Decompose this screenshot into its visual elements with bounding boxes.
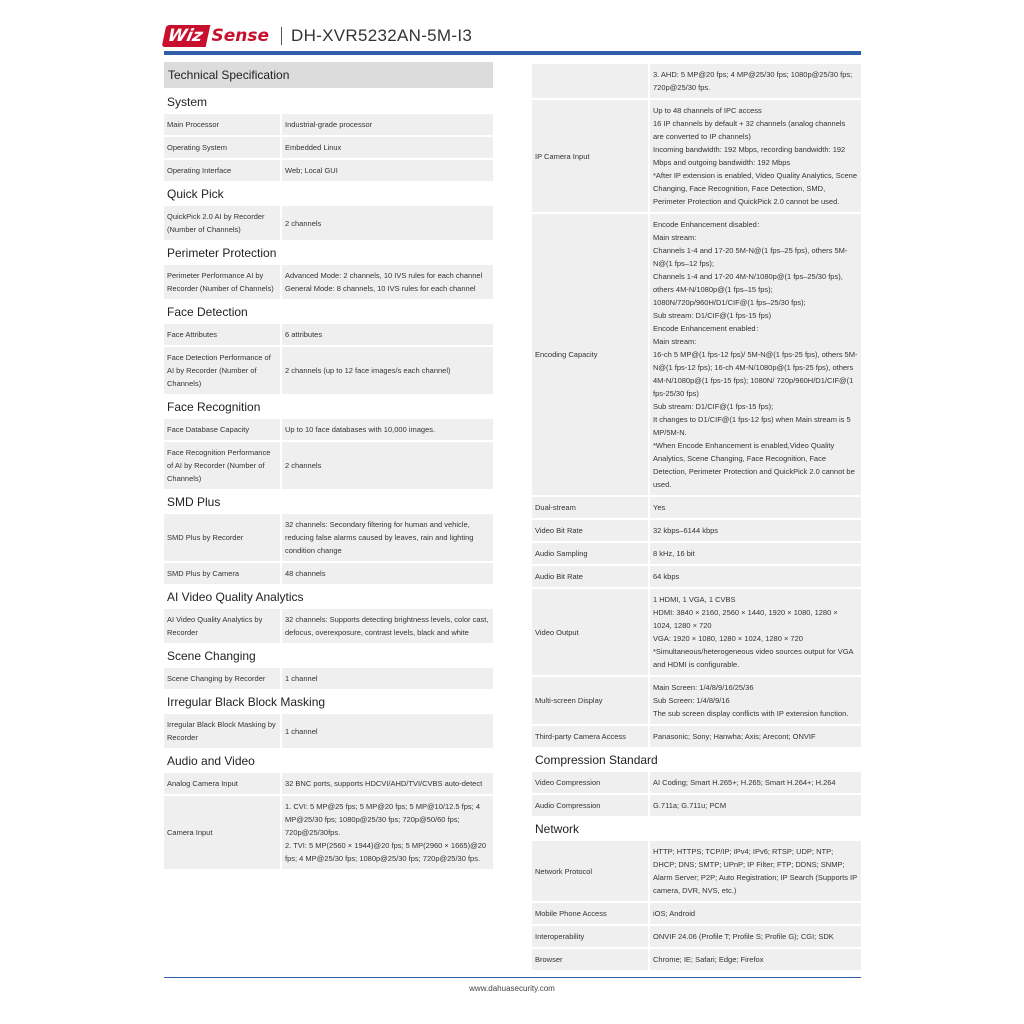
spec-value: Industrial-grade processor — [280, 114, 493, 135]
spec-value: 32 BNC ports, supports HDCVI/AHD/TVI/CVBS auto-detect — [280, 773, 493, 794]
spec-key: Network Protocol — [532, 841, 648, 901]
section-heading: System — [167, 95, 208, 109]
spec-key: Audio Compression — [532, 795, 648, 816]
spec-key: QuickPick 2.0 AI by Recorder (Number of Channels) — [164, 206, 280, 240]
spec-key: IP Camera Input — [532, 100, 648, 212]
spec-table — [164, 771, 493, 871]
spec-row — [532, 841, 861, 901]
spec-key: SMD Plus by Recorder — [164, 514, 280, 561]
header-divider — [281, 27, 282, 45]
section-heading: AI Video Quality Analytics — [167, 590, 304, 604]
spec-row — [532, 214, 861, 495]
spec-key — [532, 64, 648, 98]
page-header — [164, 22, 472, 50]
spec-key: Video Compression — [532, 772, 648, 793]
spec-value: 3. AHD: 5 MP@20 fps; 4 MP@25/30 fps; 1080p@25/30 fps; 720p@25/30 fps. — [648, 64, 861, 98]
spec-row — [164, 796, 493, 869]
spec-value: Up to 10 face databases with 10,000 images. — [280, 419, 493, 440]
spec-row — [164, 714, 493, 748]
spec-title: Technical Specification — [164, 62, 493, 88]
spec-key: Interoperability — [532, 926, 648, 947]
spec-row — [532, 589, 861, 675]
spec-key: Perimeter Performance AI by Recorder (Number of Channels) — [164, 265, 280, 299]
spec-key: AI Video Quality Analytics by Recorder — [164, 609, 280, 643]
spec-value: 64 kbps — [648, 566, 861, 587]
spec-value: AI Coding; Smart H.265+; H.265; Smart H.264+; H.264 — [648, 772, 861, 793]
spec-value: 32 kbps–6144 kbps — [648, 520, 861, 541]
spec-value: 1. CVI: 5 MP@25 fps; 5 MP@20 fps; 5 MP@10/12.5 fps; 4 MP@25/30 fps; 1080p@25/30 fps; 720p@50/60 fps; 720p@25/30fps. 2. TVI: 5 MP(2560 × 1944)@20 fps; 5 MP(2960 × 1665)@20 fps; 4 MP@25/30 fps; 1080p@25/30 fps; 720p@25/30 fps. — [280, 796, 493, 869]
spec-row — [164, 324, 493, 345]
spec-row — [532, 726, 861, 747]
spec-row — [532, 100, 861, 212]
spec-value: 6 attributes — [280, 324, 493, 345]
spec-key: Scene Changing by Recorder — [164, 668, 280, 689]
footer-rule — [164, 977, 861, 978]
spec-key: Irregular Black Block Masking by Recorder — [164, 714, 280, 748]
spec-value: Encode Enhancement disabled： Main stream: Channels 1-4 and 17-20 5M-N@(1 fps–25 fps), others 5M-N@(1 fps–12 fps); Channels 1-4 and 17-20 4M-N/1080p@(1 fps–25/30 fps), others 4M-N/1080p@(1 fps–15 fps); 1080N/720p/960H/D1/CIF@(1 fps–25/30 fps); Sub stream: D1/CIF@(1 fps-15 fps) Encode Enhancement enabled： Main stream: 16-ch 5 MP@(1 fps-12 fps)/ 5M-N@(1 fps-25 fps), others 5M-N@(1 fps-12 fps); 16-ch 4M-N/1080p@(1 fps-25 fps), others 4M-N/1080p@(1 fps-15 fps); 1080N/ 720p/960H/D1/CIF@(1 fps-25/30 fps) Sub stream: D1/CIF@(1 fps-15 fps); It changes to D1/CIF@(1 fps-12 fps) when Main stream is 5 MP/5M-N. *When Encode Enhancement is enabled,Video Quality Analytics, Scene Changing, Face Recognition, Face Detection, Perimeter Protection and QuickPick 2.0 cannot be used. — [648, 214, 861, 495]
spec-key: Multi-screen Display — [532, 677, 648, 724]
spec-value: 1 HDMI, 1 VGA, 1 CVBS HDMI: 3840 × 2160, 2560 × 1440, 1920 × 1080, 1280 × 1024, 1280 × 720 VGA: 1920 × 1080, 1280 × 1024, 1280 × 720 *Simultaneous/heterogeneous video sources output for VGA and HDMI is configurable. — [648, 589, 861, 675]
logo-wiz-text: Wiz — [162, 25, 211, 47]
spec-row — [164, 114, 493, 135]
spec-table — [532, 62, 861, 749]
spec-table — [164, 512, 493, 586]
spec-key: Dual-stream — [532, 497, 648, 518]
section-heading: Compression Standard — [535, 753, 658, 767]
spec-key: SMD Plus by Camera — [164, 563, 280, 584]
spec-table — [164, 263, 493, 301]
spec-value: Yes — [648, 497, 861, 518]
spec-table — [164, 607, 493, 645]
spec-value: 2 channels (up to 12 face images/s each channel) — [280, 347, 493, 394]
spec-table — [164, 417, 493, 491]
section-heading: Scene Changing — [167, 649, 256, 663]
spec-key: Face Attributes — [164, 324, 280, 345]
spec-row — [532, 677, 861, 724]
spec-table — [164, 666, 493, 691]
spec-value: 1 channel — [280, 668, 493, 689]
spec-table — [164, 112, 493, 183]
section-heading: Perimeter Protection — [167, 246, 277, 260]
spec-row — [532, 497, 861, 518]
section-heading: Quick Pick — [167, 187, 224, 201]
spec-row — [164, 668, 493, 689]
header-rule — [164, 51, 861, 55]
spec-row — [164, 206, 493, 240]
spec-row — [164, 265, 493, 299]
spec-key: Browser — [532, 949, 648, 970]
spec-row — [164, 160, 493, 181]
spec-key: Encoding Capacity — [532, 214, 648, 495]
spec-row — [532, 772, 861, 793]
logo-sense-text: Sense — [211, 26, 270, 46]
spec-key: Operating Interface — [164, 160, 280, 181]
spec-value: Chrome; IE; Safari; Edge; Firefox — [648, 949, 861, 970]
spec-key: Face Recognition Performance of AI by Recorder (Number of Channels) — [164, 442, 280, 489]
spec-value: 2 channels — [280, 206, 493, 240]
right-column — [532, 62, 861, 972]
left-column — [164, 62, 493, 871]
spec-value: Main Screen: 1/4/8/9/16/25/36 Sub Screen: 1/4/8/9/16 The sub screen display conflicts with IP extension function. — [648, 677, 861, 724]
spec-key: Third-party Camera Access — [532, 726, 648, 747]
spec-row — [164, 609, 493, 643]
spec-row — [164, 773, 493, 794]
spec-key: Audio Bit Rate — [532, 566, 648, 587]
spec-key: Analog Camera Input — [164, 773, 280, 794]
spec-row — [164, 347, 493, 394]
spec-table — [532, 839, 861, 972]
spec-row — [532, 903, 861, 924]
spec-key: Main Processor — [164, 114, 280, 135]
spec-value: 2 channels — [280, 442, 493, 489]
spec-value: Web; Local GUI — [280, 160, 493, 181]
spec-value: 8 kHz, 16 bit — [648, 543, 861, 564]
spec-row — [532, 795, 861, 816]
section-heading: Audio and Video — [167, 754, 255, 768]
section-heading: SMD Plus — [167, 495, 221, 509]
spec-value: 1 channel — [280, 714, 493, 748]
spec-value: iOS; Android — [648, 903, 861, 924]
section-heading: Face Detection — [167, 305, 248, 319]
spec-key: Mobile Phone Access — [532, 903, 648, 924]
spec-value: ONVIF 24.06 (Profile T; Profile S; Profile G); CGI; SDK — [648, 926, 861, 947]
spec-row — [164, 563, 493, 584]
spec-row — [164, 137, 493, 158]
spec-value: 32 channels: Secondary filtering for human and vehicle, reducing false alarms caused by leaves, rain and lighting condition change — [280, 514, 493, 561]
spec-table — [164, 712, 493, 750]
section-heading: Network — [535, 822, 580, 836]
spec-key: Operating System — [164, 137, 280, 158]
spec-row — [164, 442, 493, 489]
spec-row — [532, 926, 861, 947]
spec-table — [164, 204, 493, 242]
spec-row — [532, 64, 861, 98]
spec-key: Face Detection Performance of AI by Recorder (Number of Channels) — [164, 347, 280, 394]
spec-table — [532, 770, 861, 818]
spec-value: Advanced Mode: 2 channels, 10 IVS rules for each channel General Mode: 8 channels, 10 IVS rules for each channel — [280, 265, 493, 299]
spec-row — [532, 949, 861, 970]
spec-value: 32 channels: Supports detecting brightness levels, color cast, defocus, overexposure, contrast levels, black and white — [280, 609, 493, 643]
spec-value: Embedded Linux — [280, 137, 493, 158]
spec-table — [164, 322, 493, 396]
spec-key: Camera Input — [164, 796, 280, 869]
spec-row — [532, 566, 861, 587]
section-heading: Face Recognition — [167, 400, 261, 414]
spec-row — [532, 543, 861, 564]
spec-key: Audio Sampling — [532, 543, 648, 564]
spec-value: Panasonic; Sony; Hanwha; Axis; Arecont; ONVIF — [648, 726, 861, 747]
spec-value: HTTP; HTTPS; TCP/IP; IPv4; IPv6; RTSP; UDP; NTP; DHCP; DNS; SMTP; UPnP; IP Filter; FTP; DDNS; SNMP; Alarm Server; P2P; Auto Registration; IP Search (Supports IP camera, DVR, NVS, etc.) — [648, 841, 861, 901]
spec-row — [532, 520, 861, 541]
spec-value: G.711a; G.711u; PCM — [648, 795, 861, 816]
spec-value: Up to 48 channels of IPC access 16 IP channels by default + 32 channels (analog channels are converted to IP channels) Incoming bandwidth: 192 Mbps, recording bandwidth: 192 Mbps and outgoing bandwidth: 192 Mbps *After IP extension is enabled, Video Quality Analytics, Scene Changing, Face Recognition, Face Detection, SMD, Perimeter Protection and QuickPick 2.0 cannot be used. — [648, 100, 861, 212]
spec-row — [164, 419, 493, 440]
spec-key: Face Database Capacity — [164, 419, 280, 440]
spec-value: 48 channels — [280, 563, 493, 584]
spec-key: Video Bit Rate — [532, 520, 648, 541]
spec-row — [164, 514, 493, 561]
section-heading: Irregular Black Block Masking — [167, 695, 326, 709]
model-number: DH-XVR5232AN-5M-I3 — [291, 26, 473, 45]
wizsense-logo — [164, 25, 269, 47]
footer-url: www.dahuasecurity.com — [469, 984, 555, 993]
spec-key: Video Output — [532, 589, 648, 675]
